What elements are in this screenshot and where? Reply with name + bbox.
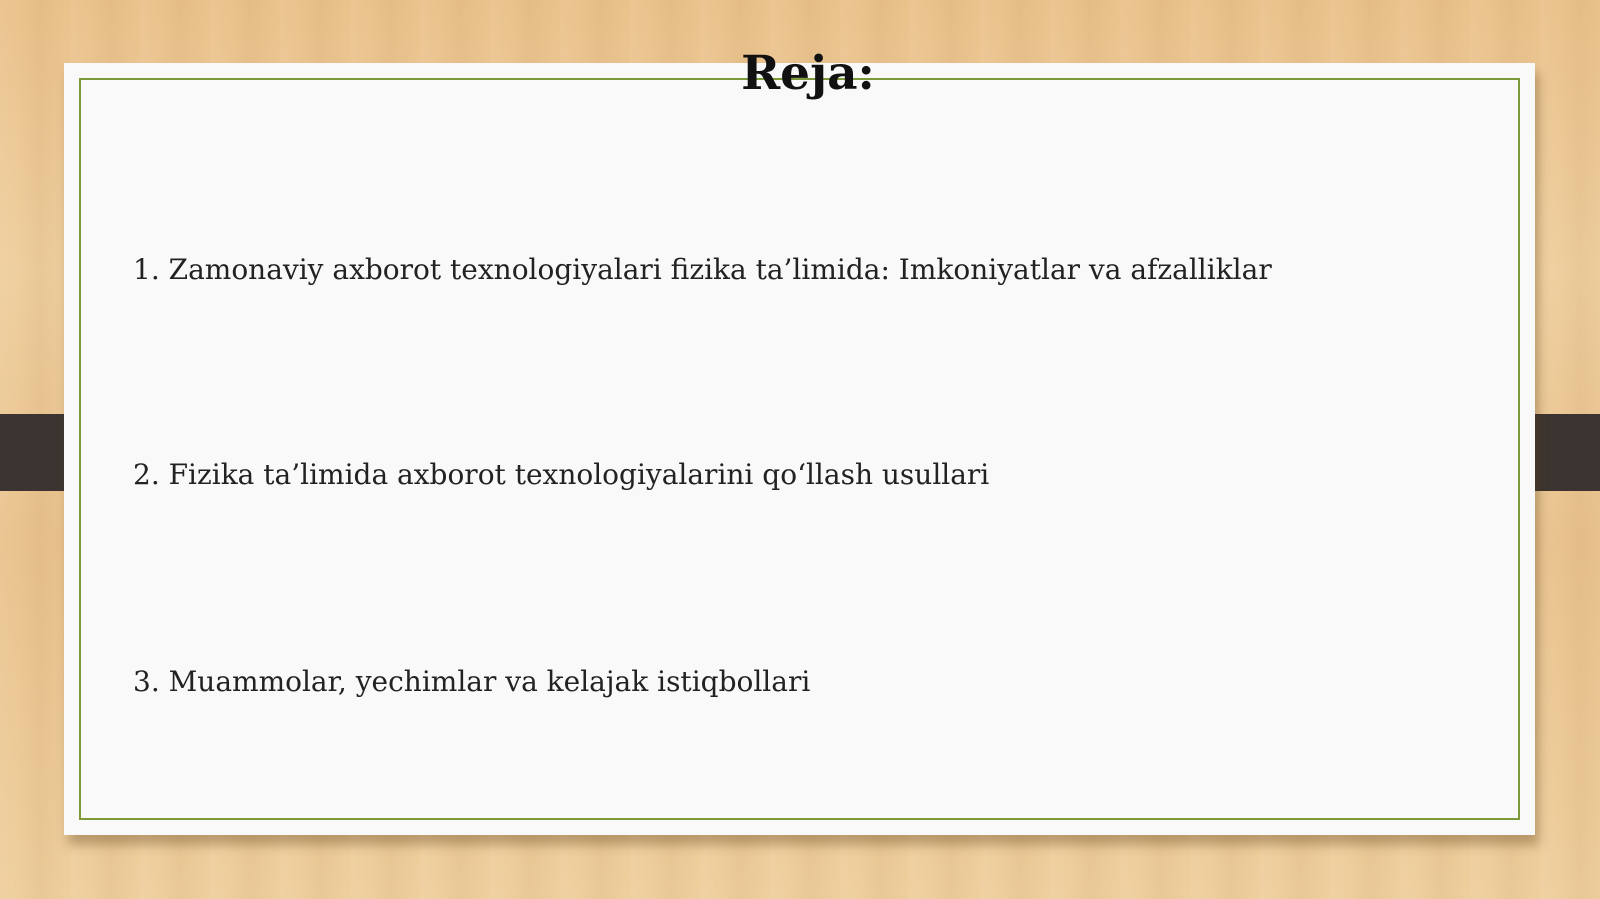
slide-inner-border xyxy=(79,78,1520,820)
plan-item-2: 2. Fizika ta’limida axborot texnologiyalarini qo‘llash usullari xyxy=(133,458,990,491)
plan-item-3: 3. Muammolar, yechimlar va kelajak istiqbollari xyxy=(133,665,811,698)
slide-title: Reja: xyxy=(741,46,875,101)
plan-item-1: 1. Zamonaviy axborot texnologiyalari fizika ta’limida: Imkoniyatlar va afzalliklar xyxy=(133,253,1272,286)
slide-card xyxy=(64,63,1535,835)
